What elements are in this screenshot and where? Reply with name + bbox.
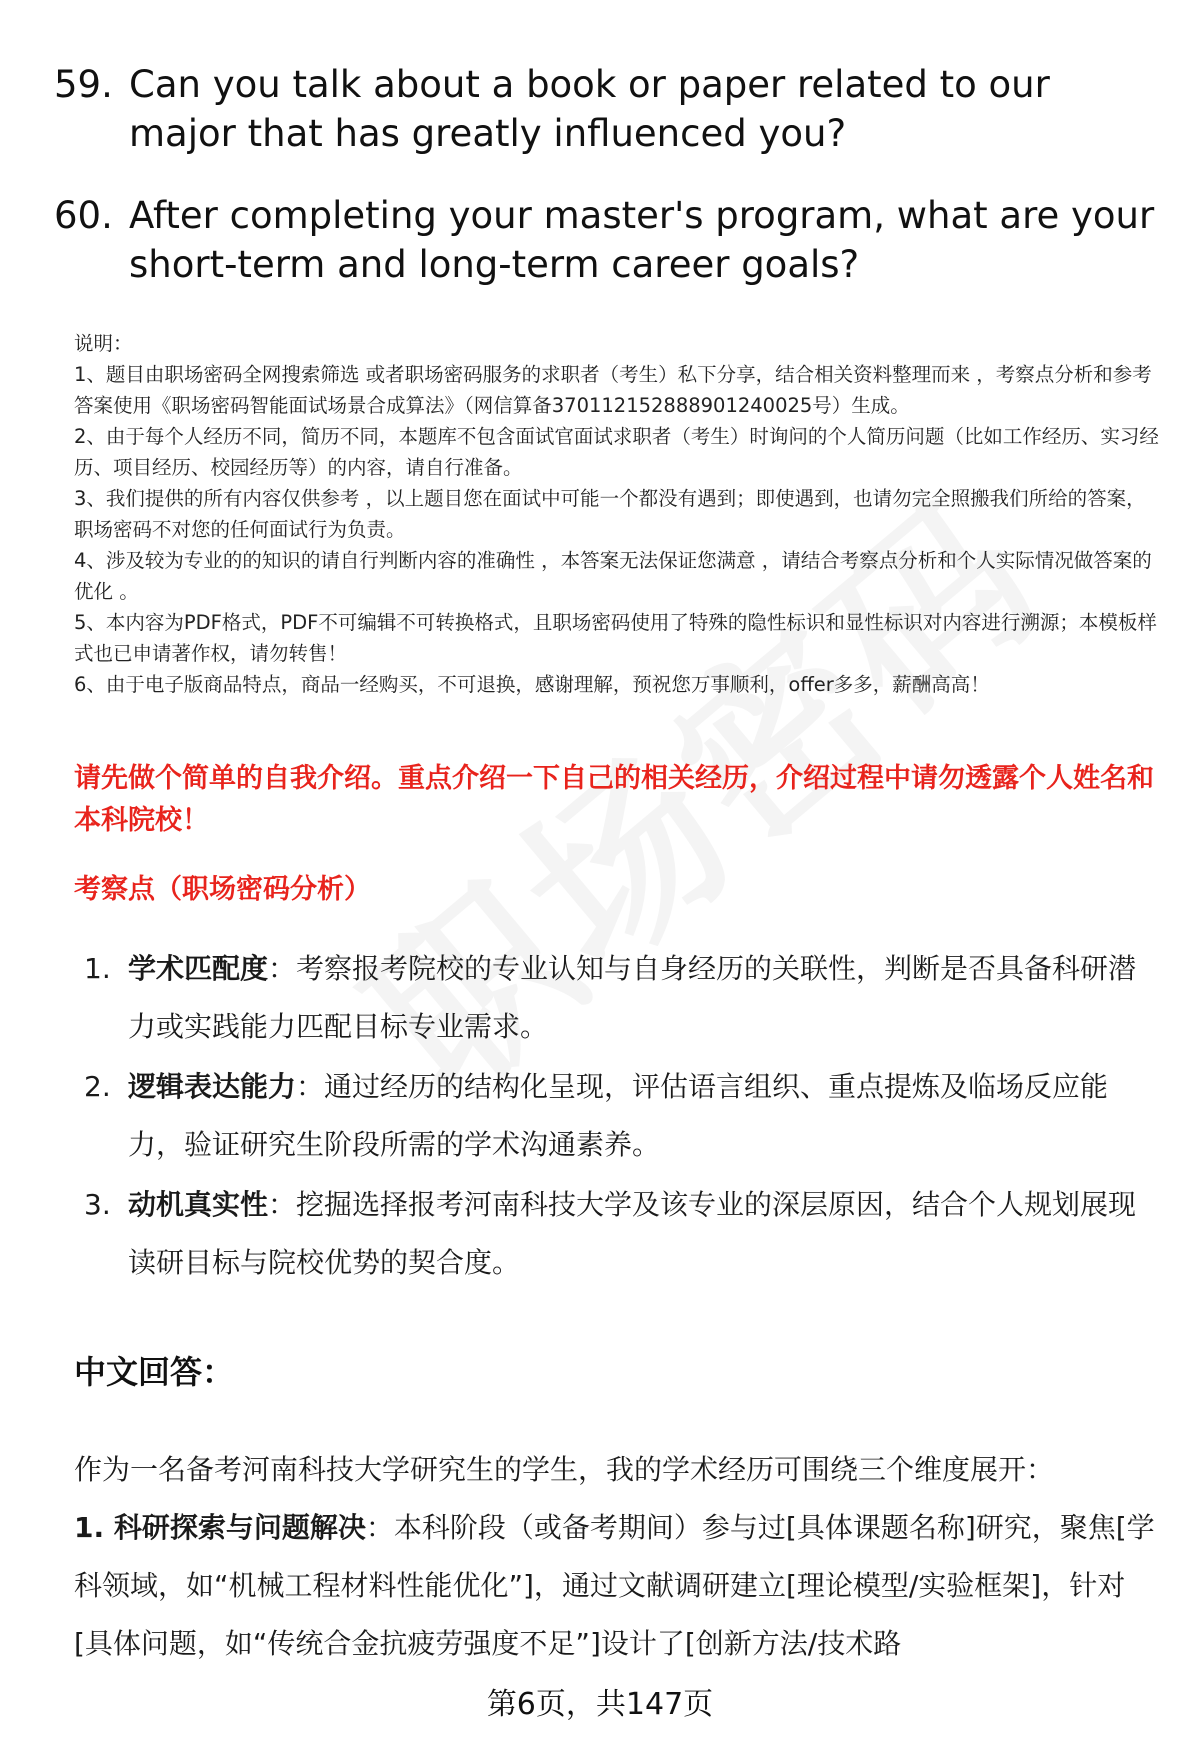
point-title: 逻辑表达能力 [128,1070,297,1103]
answer-intro: 作为一名备考河南科技大学研究生的学生，我的学术经历可围绕三个维度展开： [74,1453,1055,1486]
point-separator: ： [296,1070,325,1103]
point-number: 1. [84,952,111,985]
main-question: 请先做个简单的自我介绍。重点介绍一下自己的相关经历，介绍过程中请勿透露个人姓名和本科院校！ [74,763,1154,836]
question-list [54,60,1164,322]
note-item: 5、本内容为PDF格式，PDF不可编辑不可转换格式，且职场密码使用了特殊的隐性标识和显性标识对内容进行溯源；本模板样式也已申请著作权，请勿转售！ [74,611,1157,665]
question-number: 60. [54,194,113,237]
answer-item-separator: ： [365,1511,394,1544]
analysis-points [84,940,1164,1294]
point-text: 通过经历的结构化呈现，评估语言组织、重点提炼及临场反应能力，验证研究生阶段所需的学术沟通素养。 [128,1070,1109,1161]
point-text: 考察报考院校的专业认知与自身经历的关联性，判断是否具备科研潜力或实践能力匹配目标专业需求。 [128,952,1137,1043]
analysis-point [84,1176,1164,1292]
question-text: After completing your master's program, what are your short-term and long-term career goals? [129,194,1155,286]
analysis-point [84,940,1164,1056]
point-separator: ： [268,1188,297,1221]
note-item: 2、由于每个人经历不同，简历不同，本题库不包含面试官面试求职者（考生）时询问的个人简历问题（比如工作经历、实习经历、项目经历、校园经历等）的内容，请自行准备。 [74,425,1159,479]
point-number: 2. [84,1070,111,1103]
note-item: 3、我们提供的所有内容仅供参考 ，以上题目您在面试中可能一个都没有遇到；即使遇到，也请勿完全照搬我们所给的答案，职场密码不对您的任何面试行为负责。 [74,487,1146,541]
notes-section [74,328,1164,700]
answer-item [74,1499,1164,1673]
analysis-title: 考察点（职场密码分析） [74,874,371,905]
point-number: 3. [84,1188,111,1221]
point-title: 动机真实性 [128,1188,269,1221]
chinese-answer-title: 中文回答： [74,1353,235,1391]
answer-section [74,1441,1164,1673]
question-text: Can you talk about a book or paper related to our major that has greatly influenced you? [129,63,1050,155]
note-item: 6、由于电子版商品特点，商品一经购买，不可退换，感谢理解，预祝您万事顺利，offer多多，薪酬高高！ [74,673,990,696]
answer-item-text: 本科阶段（或备考期间）参与过[具体课题名称]研究，聚焦[学科领域，如“机械工程材料性能优化”]，通过文献调研建立[理论模型/实验框架]，针对[具体问题，如“传统合金抗疲劳强度不足”]设计了[创新方法/技术路 [74,1511,1155,1660]
note-item: 4、涉及较为专业的的知识的请自行判断内容的准确性 ，本答案无法保证您满意 ，请结合考察点分析和个人实际情况做答案的优化 。 [74,549,1152,603]
question-item [54,60,1164,158]
answer-item-title: 1. 科研探索与问题解决 [74,1511,366,1544]
question-item [54,191,1164,289]
point-text: 挖掘选择报考河南科技大学及该专业的深层原因，结合个人规划展现读研目标与院校优势的契合度。 [128,1188,1137,1279]
point-title: 学术匹配度 [128,952,269,985]
note-item: 1、题目由职场密码全网搜索筛选 或者职场密码服务的求职者（考生）私下分享，结合相关资料整理而来 ，考察点分析和参考答案使用《职场密码智能面试场景合成算法》（网信算备370112152888901240025号）生成。 [74,363,1152,417]
notes-heading: 说明： [74,332,133,355]
page-footer: 第6页，共147页 [486,1687,714,1722]
analysis-point [84,1058,1164,1174]
question-number: 59. [54,63,113,106]
point-separator: ： [268,952,297,985]
